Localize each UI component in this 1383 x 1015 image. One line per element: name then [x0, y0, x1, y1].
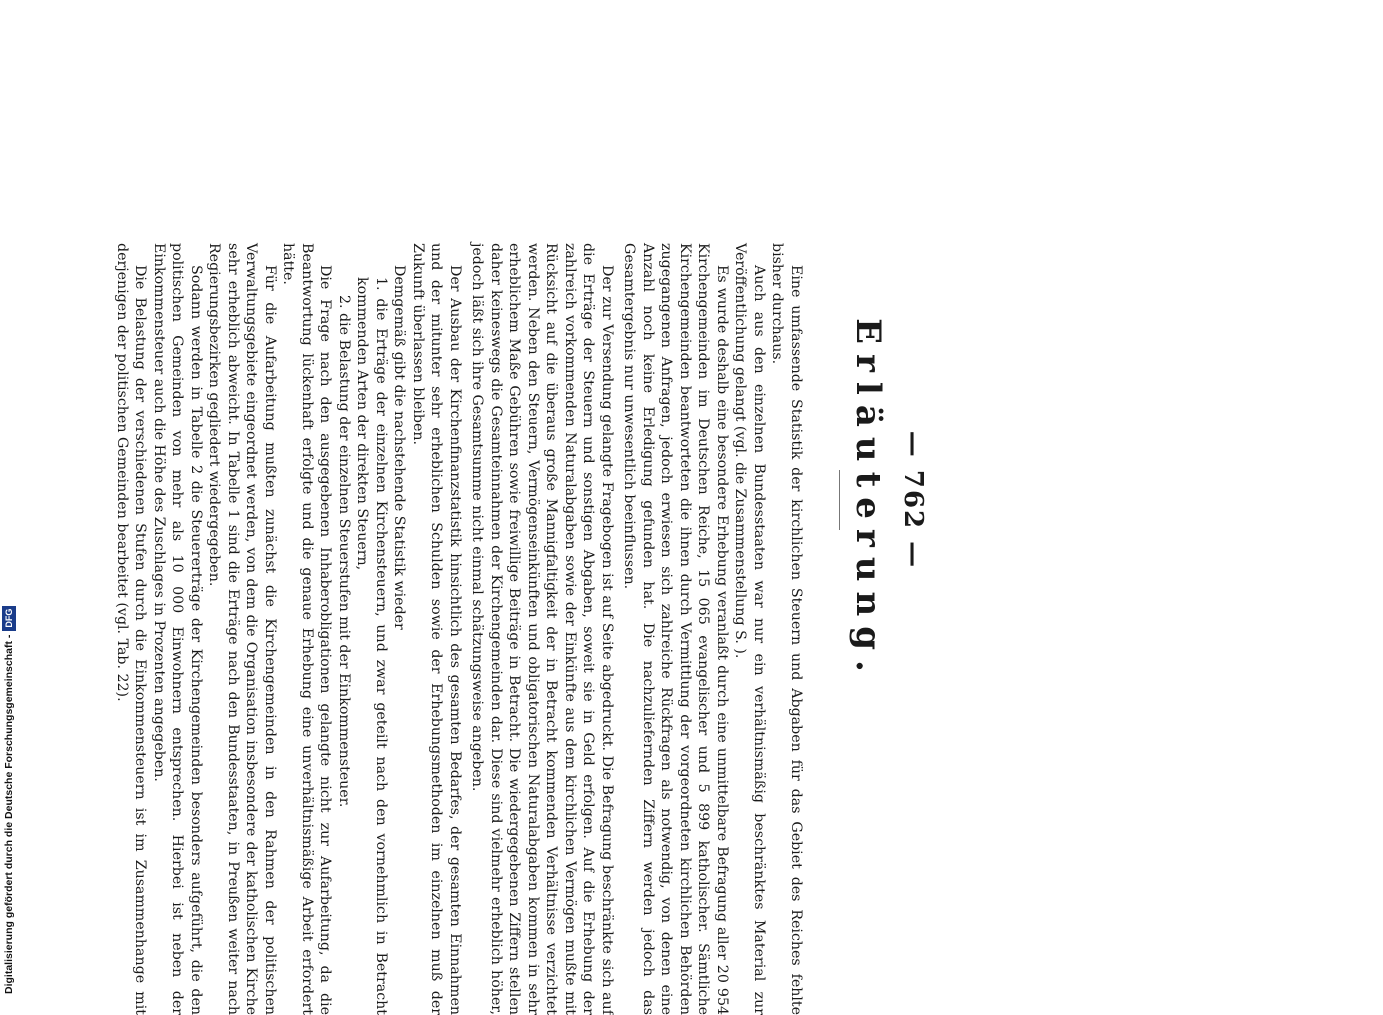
list-item: 1. die Erträge der einzelnen Kirchensteuern, und zwar geteilt nach den vornehmlich in Betracht kommenden Arten der direkten Steuern,	[354, 277, 389, 1015]
body-text	[113, 243, 806, 1015]
paragraph: Sodann werden in Tabelle 2 die Steuererträge der Kirchengemeinden besonders aufgeführt, die den politischen Gemeinden von mehr als 10 000 Einwohnern entsprechen. Hierbei ist neben der Einkommensteuer auch die Höhe des Zuschlages in Prozenten angegeben.	[151, 243, 204, 1015]
paragraph: Eine umfassende Statistik der kirchlichen Steuern und Abgaben für das Gebiet des Reiches fehlte bisher durchaus.	[769, 243, 804, 1015]
heading-divider	[839, 470, 840, 530]
paragraph: Der zur Versendung gelangte Fragebogen ist auf Seite abgedruckt. Die Befragung beschränkte sich auf die Erträge der Steuern und sonstigen Abgaben, soweit sie in Geld erfolgen. Auf die Erhebung der zahlreich vorkommenden Naturalabgaben sowie der Einkünfte aus dem kirchlichen Vermögen mußte mit Rücksicht auf die überaus große Mannigfaltigkeit der in Betracht kommenden Verhältnisse verzichtet werden. Neben den Steuern, Vermögenseinkünften und obligatorischen Naturalabgaben kommen in sehr erheblichem Maße Gebühren sowie freiwillige Beiträge in Betracht. Die wiedergegebenen Ziffern stellen daher keineswegs die Gesamteinnahmen der Kirchengemeinden dar. Diese sind vielmehr erheblich höher, jedoch läßt sich ihre Gesamtsumme nicht einmal schätzungsweise angeben.	[469, 243, 615, 1015]
paragraph: Auch aus den einzelnen Bundesstaaten war nur ein verhältnismäßig beschränktes Material zur Veröffentlichung gelangt (vgl. die Zusammenstellung S. ).	[732, 243, 767, 1015]
paragraph: Es wurde deshalb eine besondere Erhebung veranlaßt durch eine unmittelbare Befragung aller 20 954 Kirchengemeinden im Deutschen Reiche, 15 065 evangelischer und 5 899 katholischer. Sämtliche Kirchengemeinden beantworteten die ihnen durch Vermittlung der vorgeordneten kirchlichen Behörden zugegangenen Anfragen, jedoch erwiesen sich zahlreiche Rückfragen als notwendig, von denen eine Anzahl noch keine Erledigung gefunden hat. Die nachzuliefernden Ziffern werden jedoch das Gesamtergebnis nur unwesentlich beeinflussen.	[621, 243, 730, 1015]
dfg-logo: DFG	[2, 606, 16, 631]
credit-text: Digitalisierung gefördert durch die Deutsche Forschungsgemeinschaft -	[3, 634, 15, 994]
digitization-credit	[0, 608, 18, 994]
paragraph: Der Ausbau der Kirchenfinanzstatistik hinsichtlich des gesamten Bedarfes, der gesamten Einnahmen und der mitunter sehr erheblichen Schulden sowie der Erhebungsmethoden im einzelnen muß der Zukunft überlassen bleiben.	[410, 243, 463, 1015]
scanned-page	[114, 0, 1040, 1015]
list-item: 2. die Belastung der einzelnen Steuerstufen mit der Einkommensteuer.	[336, 295, 352, 808]
page-title: Erläuterung.	[848, 318, 888, 682]
paragraph: Die Belastung der verschiedenen Stufen durch die Einkommensteuern ist im Zusammenhange mit derjenigen der politischen Gemeinden bearbeitet (vgl. Tab. 22).	[114, 243, 149, 1015]
paragraph: Für die Aufarbeitung mußten zunächst die Kirchengemeinden in den Rahmen der politischen Verwaltungsgebiete eingeordnet werden, von dem die Organisation insbesondere der katholischen Kirche sehr erheblich abweicht. In Tabelle 1 sind die Erträge nach den Bundesstaaten, in Preußen weiter nach Regierungsbezirken gegliedert wiedergegeben.	[206, 243, 278, 1015]
paragraph: Demgemäß gibt die nachstehende Statistik wieder	[391, 265, 408, 630]
paragraph: Die Frage nach den ausgegebenen Inhaberobligationen gelangte nicht zur Aufarbeitung, da die Beantwortung lückenhaft erfolgte und die genaue Erhebung eine unverhältnismäßige Arbeit erfordert hätte.	[280, 243, 334, 1015]
page-number: — 762 —	[898, 430, 928, 570]
